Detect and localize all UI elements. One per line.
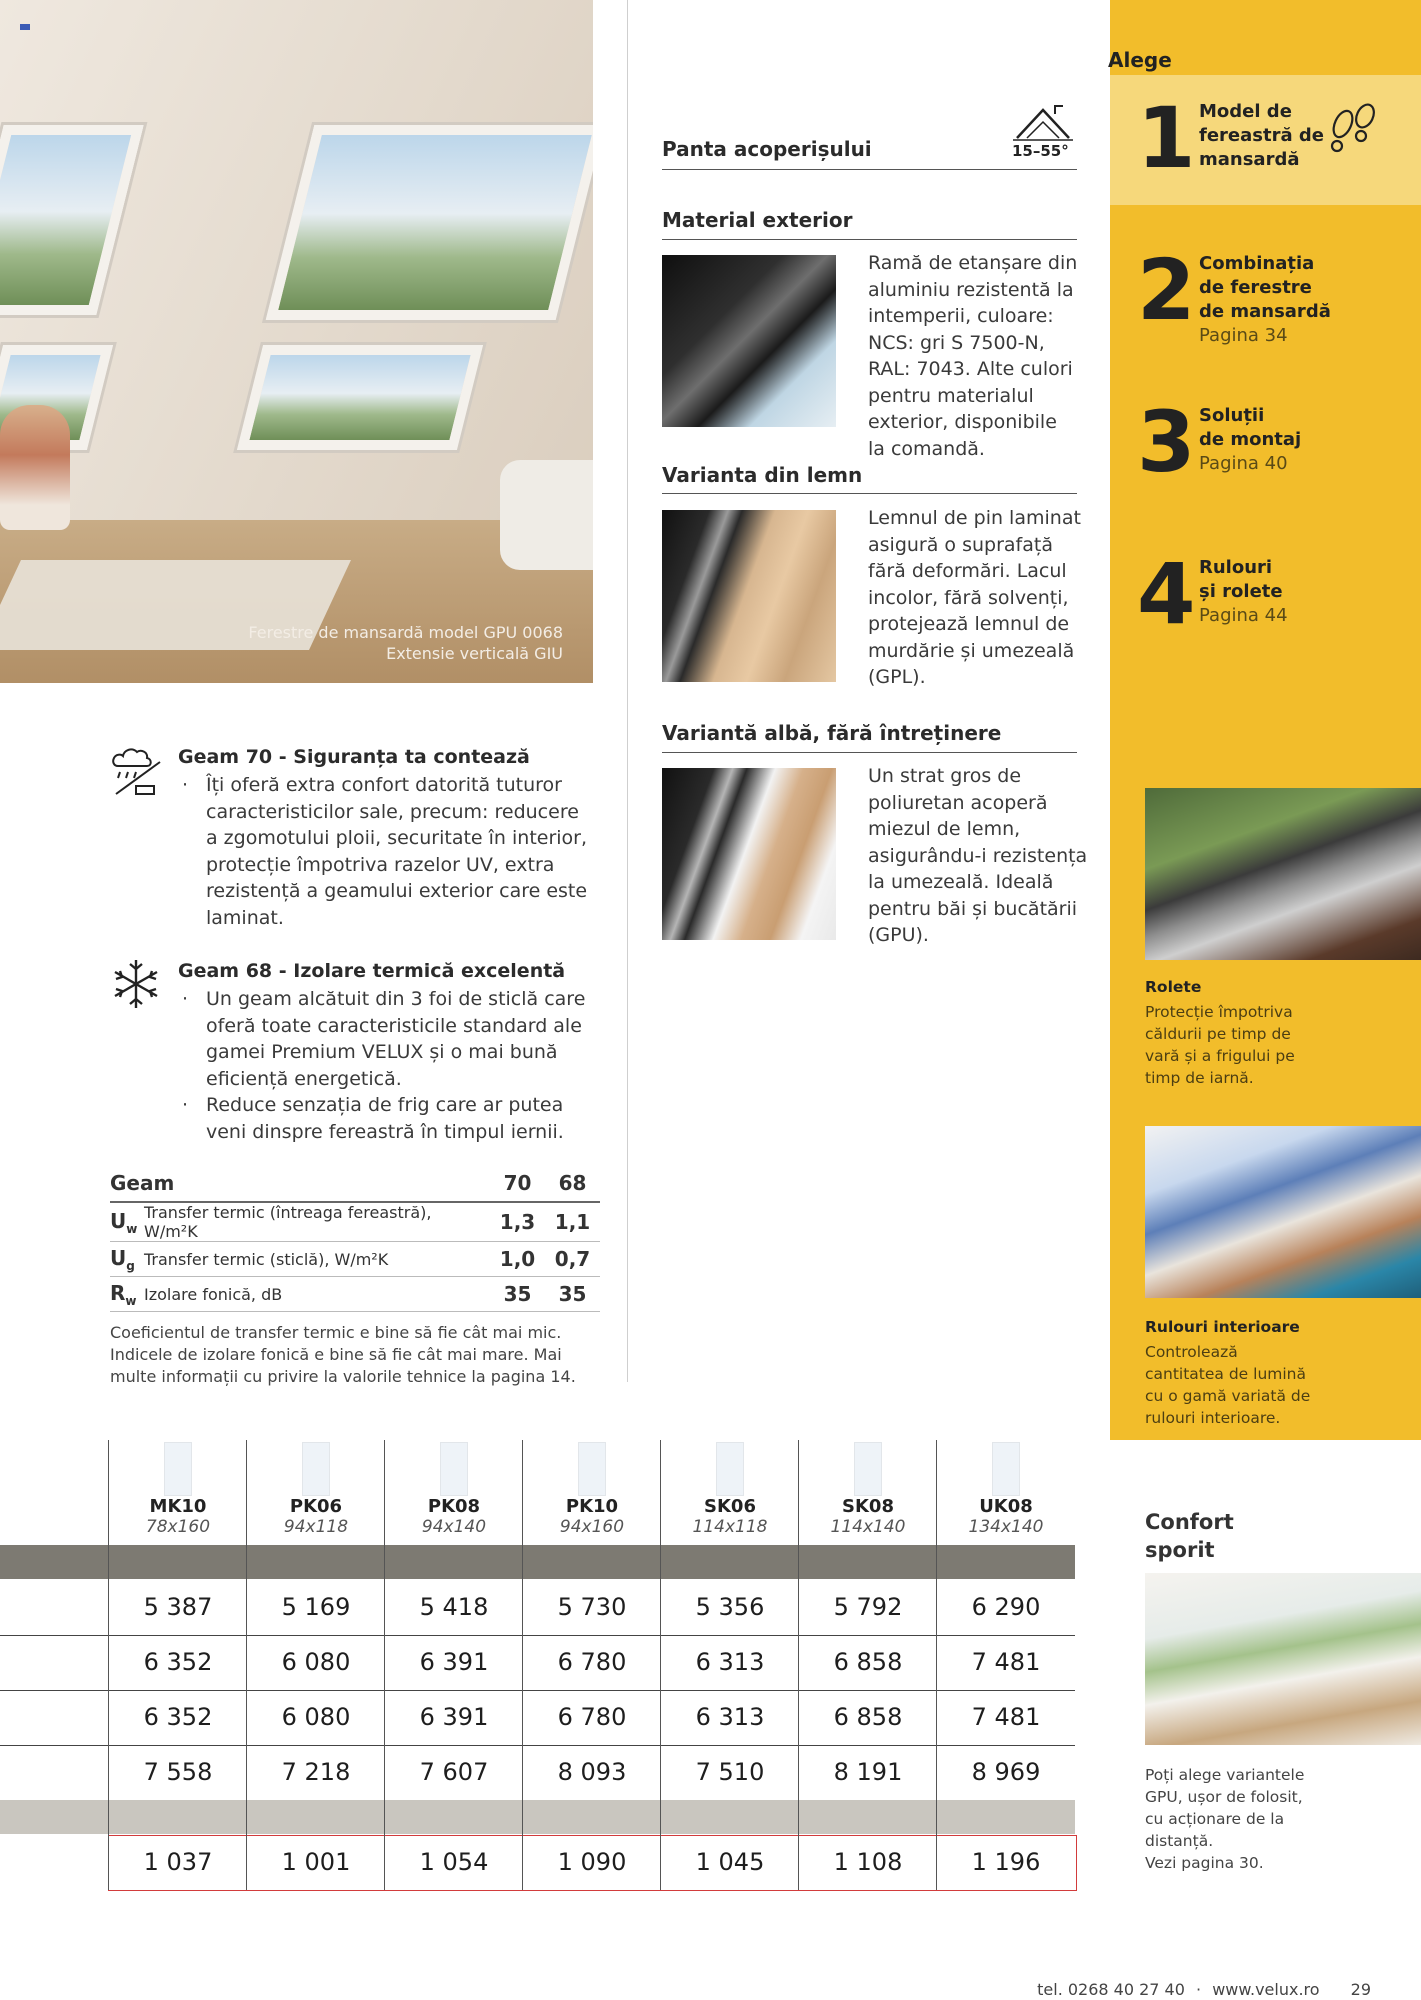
- price-column-header: [937, 1442, 1075, 1537]
- price-cell: 7 481: [971, 1648, 1041, 1676]
- flag-icon: [20, 24, 30, 30]
- footer: [1037, 1980, 1371, 1999]
- confort-text: [1145, 1764, 1304, 1874]
- hero-photo: [0, 0, 593, 683]
- window-size: 94x140: [421, 1517, 487, 1537]
- price-cell: 5 730: [557, 1593, 627, 1621]
- rule: [662, 239, 1077, 240]
- column-separator: [522, 1440, 523, 1890]
- text-line: de montaj: [1199, 429, 1302, 450]
- spec-header-label: Geam: [110, 1165, 490, 1202]
- price-column-header: [385, 1442, 523, 1537]
- value-70: 35: [490, 1277, 545, 1312]
- text-line: laminat.: [206, 906, 284, 929]
- window-thumbnail: [440, 1442, 468, 1496]
- price-cell: 6 080: [281, 1648, 351, 1676]
- price-cell: 7 607: [419, 1758, 489, 1786]
- window-thumbnail: [164, 1442, 192, 1496]
- text-line: Protecție împotriva: [1145, 1003, 1293, 1021]
- spec-header-68: 68: [545, 1165, 600, 1202]
- price-cell: 5 418: [419, 1593, 489, 1621]
- text-line: RAL: 7043. Alte culori: [868, 358, 1073, 380]
- window-code: UK08: [979, 1496, 1033, 1517]
- price-band-mid: [0, 1800, 1075, 1834]
- rulouri-image: [1145, 1126, 1421, 1298]
- snowflake-icon: [110, 958, 162, 1010]
- price-cell: 8 093: [557, 1758, 627, 1786]
- rain-noise-icon: [108, 742, 164, 798]
- text-line: cantitatea de lumină: [1145, 1365, 1307, 1383]
- price-cell: 5 356: [695, 1593, 765, 1621]
- value-68: 0,7: [545, 1242, 600, 1277]
- roof-pitch-icon: [1013, 100, 1075, 144]
- wood-variant-text: [868, 505, 1098, 691]
- table-row: [110, 1277, 600, 1312]
- wood-profile-image: [662, 510, 836, 682]
- step-1-label[interactable]: [1199, 100, 1324, 172]
- price-cell: 7 558: [143, 1758, 213, 1786]
- text-line: protejează lemnul de: [868, 613, 1070, 635]
- text-line: NCS: gri S 7500-N,: [868, 331, 1045, 354]
- step-3-label[interactable]: [1199, 404, 1301, 476]
- window-size: 114x118: [692, 1517, 768, 1537]
- column-separator: [384, 1440, 385, 1890]
- text-line: · Reduce senzația de frig care ar putea: [206, 1094, 564, 1116]
- text-line: asigurându-i rezistența: [868, 844, 1088, 867]
- column-separator: [660, 1440, 661, 1890]
- window-size: 94x160: [559, 1517, 625, 1537]
- text-line: de mansardă: [1199, 301, 1331, 322]
- text-line: Lemnul de pin laminat: [868, 507, 1081, 529]
- price-cell: 6 313: [695, 1703, 765, 1731]
- price-cell: 6 391: [419, 1703, 489, 1731]
- text-line: fără deformări. Lacul: [868, 560, 1067, 582]
- wood-variant-title: Varianta din lemn: [662, 463, 863, 487]
- table-row: [0, 1635, 1075, 1691]
- price-cell: 5 387: [143, 1593, 213, 1621]
- geam-68-list: [178, 986, 585, 1145]
- price-cell: 6 780: [557, 1648, 627, 1676]
- text-line: multe informații cu privire la valorile tehnice la pagina 14.: [110, 1367, 576, 1386]
- price-cell: 6 858: [833, 1648, 903, 1676]
- step-2-number: 2: [1137, 241, 1196, 339]
- text-line: și rolete: [1199, 581, 1283, 602]
- sidebar-heading: Alege: [1108, 48, 1172, 72]
- window-code: PK10: [565, 1496, 619, 1517]
- text-line: Controlează: [1145, 1343, 1238, 1361]
- price-band-top: [0, 1545, 1075, 1579]
- price-cell: 6 080: [281, 1703, 351, 1731]
- table-row: [0, 1690, 1075, 1746]
- price-cell: 7 481: [971, 1703, 1041, 1731]
- value-70: 1,0: [490, 1242, 545, 1277]
- window-size: 94x118: [283, 1517, 349, 1537]
- price-cell: 6 290: [971, 1593, 1041, 1621]
- geam-70-list: [178, 772, 587, 931]
- hero-caption-line2: Extensie verticală GIU: [386, 644, 563, 663]
- price-column-header: [799, 1442, 937, 1537]
- white-profile-image: [662, 768, 836, 940]
- text-line: oferă toate caracteristicile standard ale: [206, 1014, 582, 1037]
- text-line: (GPL).: [868, 666, 926, 688]
- step-2-page: Pagina 34: [1199, 325, 1288, 346]
- page-number: 29: [1350, 1980, 1371, 1999]
- rulouri-text: [1145, 1341, 1310, 1429]
- rulouri-title: Rulouri interioare: [1145, 1318, 1300, 1336]
- text-line: GPU, ușor de folosit,: [1145, 1788, 1303, 1806]
- price-cell: 6 780: [557, 1703, 627, 1731]
- spec-header-70: 70: [490, 1165, 545, 1202]
- price-cell: 6 313: [695, 1648, 765, 1676]
- footer-phone[interactable]: tel. 0268 40 27 40: [1037, 1980, 1185, 1999]
- text-line: · Îți oferă extra confort datorită tuturor: [206, 774, 562, 796]
- symbol-ug: $U_g$: [110, 1242, 144, 1277]
- highlight-box: [108, 1835, 1077, 1891]
- column-separator: [108, 1440, 109, 1890]
- symbol-rw: $R_w$: [110, 1277, 144, 1312]
- text-line: la comandă.: [868, 437, 985, 460]
- text-line: poliuretan acoperă: [868, 791, 1048, 814]
- step-2-label[interactable]: [1199, 252, 1331, 348]
- window-code: SK06: [704, 1496, 756, 1517]
- material-exterior-title: Material exterior: [662, 208, 853, 232]
- window-thumbnail: [854, 1442, 882, 1496]
- text-line: Combinația: [1199, 253, 1315, 274]
- rule: [662, 752, 1077, 753]
- column-separator: [798, 1440, 799, 1890]
- text-line: pentru materialul: [868, 384, 1034, 407]
- roof-pitch-range: 15–55°: [1012, 142, 1069, 160]
- step-4-page: Pagina 44: [1199, 605, 1288, 626]
- text-line: rulouri interioare.: [1145, 1409, 1281, 1427]
- roof-pitch-label: Panta acoperișului: [662, 137, 872, 161]
- list-item: [178, 986, 585, 1092]
- step-4-number: 4: [1137, 545, 1196, 643]
- window-code: MK10: [149, 1496, 207, 1517]
- text-line: căldurii pe timp de: [1145, 1025, 1291, 1043]
- price-cell: 6 858: [833, 1703, 903, 1731]
- geam-68-title: Geam 68 - Izolare termică excelentă: [178, 960, 566, 982]
- text-line: murdărie și umezeală: [868, 639, 1075, 662]
- price-cell: 1 037: [143, 1848, 213, 1876]
- text-line: rezistență a geamului exterior care este: [206, 880, 588, 902]
- text-line: miezul de lemn,: [868, 818, 1021, 840]
- column-separator: [246, 1440, 247, 1890]
- text-line: la umezeală. Ideală: [868, 871, 1054, 893]
- text-line[interactable]: Vezi pagina 30.: [1145, 1854, 1264, 1872]
- hero-caption-line1: Ferestre de mansardă model GPU 0068: [248, 623, 563, 642]
- text-line: cu o gamă variată de: [1145, 1387, 1311, 1405]
- spec-note: [110, 1322, 610, 1388]
- text-line: fereastră de: [1199, 125, 1324, 146]
- white-variant-text: [868, 763, 1098, 949]
- price-column-header: [109, 1442, 247, 1537]
- rolete-text: [1145, 1001, 1295, 1089]
- symbol-uw: $U_w$: [110, 1202, 144, 1242]
- text-line: Rulouri: [1199, 557, 1273, 578]
- price-cell: 8 191: [833, 1758, 903, 1786]
- material-exterior-text: [868, 250, 1098, 462]
- price-cell: 1 045: [695, 1848, 765, 1876]
- table-row: [0, 1580, 1075, 1636]
- text-line: exterior, disponibile: [868, 411, 1057, 433]
- text-line: vară și a frigului pe: [1145, 1047, 1295, 1065]
- text-line: de ferestre: [1199, 277, 1312, 298]
- price-cell: 8 969: [971, 1758, 1041, 1786]
- footprints-icon: [1325, 102, 1383, 160]
- value-68: 1,1: [545, 1202, 600, 1242]
- geam-70-title: Geam 70 - Siguranța ta contează: [178, 746, 530, 768]
- price-column-header: [661, 1442, 799, 1537]
- row-desc: Transfer termic (sticlă), W/m²K: [144, 1242, 490, 1277]
- footer-separator: ·: [1196, 1980, 1202, 1999]
- price-cell: 1 108: [833, 1848, 903, 1876]
- aluminium-frame-image: [662, 255, 836, 427]
- column-divider: [627, 0, 628, 1382]
- text-line: aluminiu rezistentă la: [868, 278, 1074, 301]
- spec-header-row: [110, 1165, 600, 1202]
- window-thumbnail: [302, 1442, 330, 1496]
- text-line: protecție împotriva razelor UV, extra: [206, 853, 555, 876]
- window-thumbnail: [578, 1442, 606, 1496]
- text-line: intemperii, culoare:: [868, 305, 1054, 327]
- spec-table: [110, 1165, 600, 1312]
- text-line: caracteristicilor sale, precum: reducere: [206, 800, 579, 823]
- hero-caption: [180, 622, 563, 664]
- text-line: pentru băi și bucătării: [868, 897, 1078, 920]
- price-column-header: [247, 1442, 385, 1537]
- text-line: Model de: [1199, 101, 1292, 122]
- text-line: veni dinspre fereastră în timpul iernii.: [206, 1120, 564, 1143]
- text-line: Poți alege variantele: [1145, 1766, 1305, 1784]
- price-cell: 5 169: [281, 1593, 351, 1621]
- value-70: 1,3: [490, 1202, 545, 1242]
- text-line: cu acționare de la: [1145, 1810, 1285, 1828]
- text-line: gamei Premium VELUX și o mai bună: [206, 1041, 558, 1063]
- window-size: 114x140: [830, 1517, 906, 1537]
- column-separator: [936, 1440, 937, 1890]
- text-line: Un strat gros de: [868, 765, 1022, 787]
- row-desc: Izolare fonică, dB: [144, 1277, 490, 1312]
- text-line: a zgomotului ploii, securitate în interior,: [206, 827, 588, 849]
- window-code: PK08: [427, 1496, 481, 1517]
- step-1-number: 1: [1137, 89, 1196, 187]
- text-line: Coeficientul de transfer termic e bine să fie cât mai mic.: [110, 1323, 562, 1342]
- rolete-image: [1145, 788, 1421, 960]
- text-line: mansardă: [1199, 149, 1300, 170]
- price-cell: 1 090: [557, 1848, 627, 1876]
- window-code: PK06: [289, 1496, 343, 1517]
- price-cell: 1 054: [419, 1848, 489, 1876]
- step-4-label[interactable]: [1199, 556, 1288, 628]
- price-column-header: [523, 1442, 661, 1537]
- rolete-title: Rolete: [1145, 978, 1202, 996]
- table-row: [110, 1202, 600, 1242]
- table-row: [110, 1242, 600, 1277]
- list-item: [178, 1092, 585, 1145]
- price-cell: 5 792: [833, 1593, 903, 1621]
- text-line: incolor, fără solvenți,: [868, 586, 1069, 609]
- window-code: SK08: [842, 1496, 894, 1517]
- price-cell: 6 391: [419, 1648, 489, 1676]
- window-thumbnail: [992, 1442, 1020, 1496]
- text-line: Confort: [1145, 1510, 1234, 1534]
- step-3-page: Pagina 40: [1199, 453, 1288, 474]
- rule: [662, 169, 1077, 170]
- confort-title: [1145, 1508, 1234, 1564]
- table-row: [0, 1745, 1075, 1801]
- text-line: · Un geam alcătuit din 3 foi de sticlă care: [206, 988, 586, 1010]
- text-line: sporit: [1145, 1538, 1215, 1562]
- window-thumbnail: [716, 1442, 744, 1496]
- confort-image: [1145, 1573, 1421, 1745]
- text-line: asigură o suprafață: [868, 533, 1053, 556]
- list-item: [178, 772, 587, 931]
- row-desc: Transfer termic (întreaga fereastră), W/m²K: [144, 1202, 490, 1242]
- price-cell: 6 352: [143, 1703, 213, 1731]
- step-3-number: 3: [1137, 393, 1196, 491]
- price-cell: 6 352: [143, 1648, 213, 1676]
- rule: [662, 493, 1077, 494]
- text-line: Indicele de izolare fonică e bine să fie cât mai mare. Mai: [110, 1345, 562, 1364]
- price-cell: 7 510: [695, 1758, 765, 1786]
- text-line: Ramă de etanșare din: [868, 252, 1078, 274]
- window-size: 134x140: [968, 1517, 1044, 1537]
- text-line: eficiență energetică.: [206, 1067, 402, 1090]
- text-line: Soluții: [1199, 405, 1265, 426]
- window-size: 78x160: [145, 1517, 211, 1537]
- text-line: timp de iarnă.: [1145, 1069, 1254, 1087]
- text-line: (GPU).: [868, 924, 929, 946]
- price-cell: 1 196: [971, 1848, 1041, 1876]
- value-68: 35: [545, 1277, 600, 1312]
- price-cell: 7 218: [281, 1758, 351, 1786]
- text-line: distanță.: [1145, 1832, 1214, 1850]
- price-cell: 1 001: [281, 1848, 351, 1876]
- white-variant-title: Variantă albă, fără întreținere: [662, 721, 1002, 745]
- footer-site[interactable]: www.velux.ro: [1212, 1980, 1320, 1999]
